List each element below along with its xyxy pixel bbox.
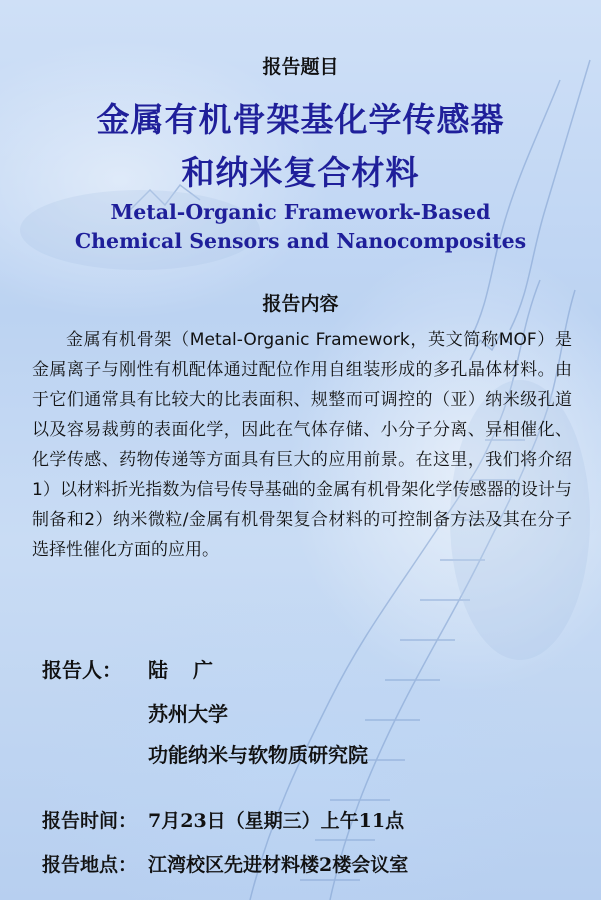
speaker-affiliation-university: 苏州大学 [148,702,228,726]
report-title-label: 报告题目 [262,56,339,78]
time-label: 报告时间： [42,810,138,832]
time-value: 7月23日（星期三）上午11点 [148,810,405,832]
title-english-line-1: Metal-Organic Framework-Based [110,200,491,224]
location-value: 江湾校区先进材料楼2楼会议室 [148,854,409,876]
title-english-line-2: Chemical Sensors and Nanocomposites [74,229,527,253]
title-chinese-line-1: 金属有机骨架基化学传感器 [96,100,505,139]
speaker-label: 报告人： [42,658,122,682]
abstract-paragraph: 金属有机骨架（Metal-Organic Framework，英文简称MOF）是金属离子与刚性有机配体通过配位作用自组装形成的多孔晶体材料。由于它们通常具有比较大的比表面积、规整而可调控的（亚）纳米级孔道以及容易裁剪的表面化学，因此在气体存储、小分子分离、异相催化、化学传感、药物传递等方面具有巨大的应用前景。在这里，我们将介绍1）以材料折光指数为信号传导基础的金属有机骨架化学传感器的设计与制备和2）纳米微粒/金属有机骨架复合材料的可控制备方法及其在分子选择性催化方面的应用。 [32,330,572,560]
speaker-name: 陆 广 [148,658,222,682]
title-chinese-line-2: 和纳米复合材料 [181,153,420,192]
speaker-affiliation-institute: 功能纳米与软物质研究院 [148,743,368,767]
report-content-label: 报告内容 [262,293,339,315]
location-label: 报告地点： [42,854,138,876]
